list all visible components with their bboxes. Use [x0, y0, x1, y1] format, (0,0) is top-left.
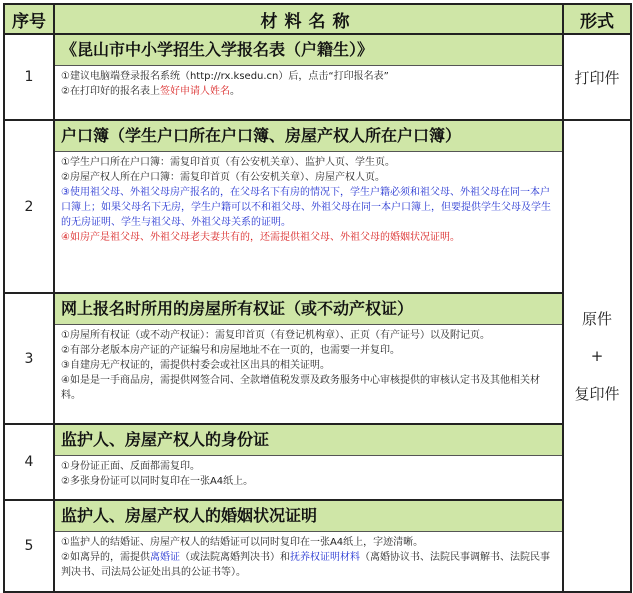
form-print: 打印件: [563, 34, 631, 120]
row-title: 监护人、房屋产权人的婚姻状况证明: [55, 501, 562, 532]
table-row: [4, 293, 631, 424]
header-index: 序号: [4, 4, 54, 34]
desc-segment: ③使用祖父母、外祖父母房产报名的，在父母名下有房的情况下，学生户籍必须和祖父母、外祖父母在同一本户口簿上；如果父母名下无房，学生户籍可以不和祖父母、外祖父母在同一本户口簿上，但要提供学生父母及学生的无房证明、学生与祖父母、外祖父母关系的证明。: [61, 187, 551, 228]
row-index: 1: [4, 34, 54, 120]
desc-segment: ③自建房无产权证的，需提供村委会或社区出具的相关证明。: [61, 360, 330, 371]
desc-item: [61, 459, 556, 474]
desc-item: [61, 84, 556, 99]
desc-item: [61, 328, 556, 343]
desc-item: [61, 474, 556, 489]
desc-item: [61, 358, 556, 373]
desc-item: [61, 155, 556, 170]
desc-item: [61, 185, 556, 230]
row-title: 网上报名时所用的房屋所有权证（或不动产权证）: [55, 294, 562, 325]
desc-segment: 抚养权证明材料: [289, 552, 360, 563]
row-index: 4: [4, 424, 54, 500]
desc-segment: ②在打印好的报名表上: [61, 86, 160, 97]
row-desc: [55, 152, 562, 247]
desc-segment: ②如离异的，需提供: [61, 552, 150, 563]
desc-segment: （离婚协议书、法院民事调解书、法院民事判决书、司法局公证处出具的公证书等）。: [61, 552, 550, 578]
row-content: [54, 34, 563, 120]
desc-segment: 。: [229, 86, 240, 97]
table-row: [4, 500, 631, 592]
row-index: 2: [4, 120, 54, 293]
desc-item: [61, 550, 556, 580]
header-form: 形式: [563, 4, 631, 34]
row-desc: [55, 325, 562, 405]
desc-segment: （或法院离婚判决书）和: [179, 552, 290, 563]
header-title: 材料名称: [54, 4, 563, 34]
desc-segment: ①建议电脑端登录报名系统（http://rx.ksedu.cn）后，点击“打印报名表”: [61, 71, 389, 82]
row-title: 户口簿（学生户口所在户口簿、房屋产权人所在户口簿）: [55, 121, 562, 152]
form-copy: 复印件: [574, 385, 620, 403]
row-title: 《昆山市中小学招生入学报名表（户籍生）》: [55, 35, 562, 66]
desc-segment: ①监护人的结婚证、房屋产权人的结婚证可以同时复印在一张A4纸上，字迹清晰。: [61, 537, 424, 548]
table-row: [4, 120, 631, 293]
desc-segment: ②房屋产权人所在户口簿：需复印首页（有公安机关章）、房屋产权人页。: [61, 172, 385, 183]
materials-table: [3, 3, 632, 593]
row-content: [54, 500, 563, 592]
desc-segment: ②有部分老版本房产证的产证编号和房屋地址不在一页的，也需要一并复印。: [61, 345, 400, 356]
desc-segment: ①身份证正面、反面都需复印。: [61, 461, 200, 472]
desc-segment: ④如是是一手商品房，需提供网签合同、全款增值税发票及政务服务中心审核提供的审核认定书及其他相关材料。: [61, 375, 540, 401]
desc-item: [61, 373, 556, 403]
desc-item: [61, 170, 556, 185]
row-content: [54, 293, 563, 424]
desc-segment: 签好申请人姓名: [159, 86, 230, 97]
desc-segment: ②多张身份证可以同时复印在一张A4纸上。: [61, 476, 254, 487]
table-row: [4, 424, 631, 500]
row-index: 3: [4, 293, 54, 424]
form-plus: +: [590, 347, 604, 365]
desc-segment: 离婚证: [149, 552, 180, 563]
row-desc: [55, 532, 562, 582]
row-title: 监护人、房屋产权人的身份证: [55, 425, 562, 456]
table-row: [4, 34, 631, 120]
row-index: 5: [4, 500, 54, 592]
desc-segment: ④如房产是祖父母、外祖父母老夫妻共有的，还需提供祖父母、外祖父母的婚姻状况证明。: [61, 232, 460, 243]
desc-item: [61, 230, 556, 245]
row-content: [54, 424, 563, 500]
row-desc: [55, 66, 562, 101]
header-row: [4, 4, 631, 34]
desc-segment: ①房屋所有权证（或不动产权证）：需复印首页（有登记机构章）、正页（有产证号）以及附记页。: [61, 330, 490, 341]
desc-item: [61, 343, 556, 358]
form-original: 原件: [581, 310, 612, 328]
desc-item: [61, 69, 556, 84]
desc-item: [61, 535, 556, 550]
row-desc: [55, 456, 562, 491]
row-content: [54, 120, 563, 293]
desc-segment: ①学生户口所在户口簿：需复印首页（有公安机关章）、监护人页、学生页。: [61, 157, 395, 168]
form-original-copy: [563, 120, 631, 592]
